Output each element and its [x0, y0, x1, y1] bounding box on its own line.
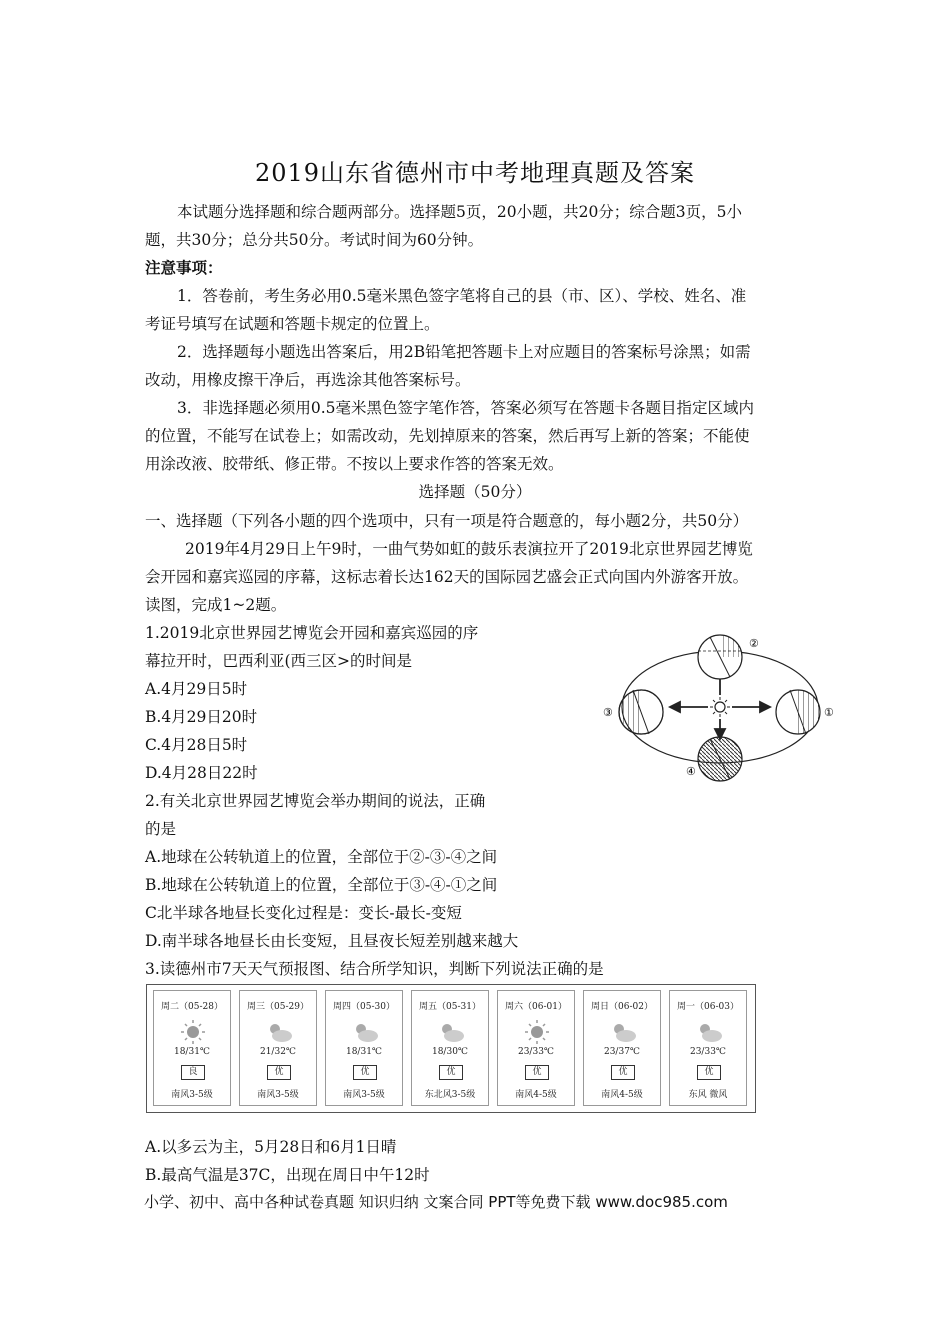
weather-wind: 南风4-5级: [601, 1090, 643, 1100]
intro-line: 题，共30分；总分共50分。考试时间为60分钟。: [145, 231, 484, 249]
weather-day: [669, 990, 747, 1106]
earth-position-2-icon: [698, 635, 742, 679]
footer-note: 小学、初中、高中各种试卷真题 知识归纳 文案合同 PPT等免费下载 www.doc985.com: [144, 1193, 728, 1211]
partly-cloudy-icon: [350, 1019, 380, 1045]
notice-line: 3．非选择题必须用0.5毫米黑色签字笔作答，答案必须写在答题卡各题目指定区域内: [177, 399, 755, 417]
weather-wind: 南风3-5级: [257, 1090, 299, 1100]
notice-line: 用涂改液、胶带纸、修正带。不按以上要求作答的答案无效。: [145, 455, 564, 473]
weather-aqi: 优: [697, 1065, 721, 1080]
section-title: 选择题（50分）: [418, 483, 532, 501]
q2-option: B.地球在公转轨道上的位置，全部位于③-④-①之间: [145, 876, 498, 894]
weather-temp: 21/32℃: [259, 1047, 296, 1057]
weather-date: 周四（05-30）: [333, 1002, 395, 1012]
notice-heading: 注意事项：: [145, 258, 223, 277]
partly-cloudy-icon: [264, 1019, 294, 1045]
page-title: 2019山东省德州市中考地理真题及答案: [254, 159, 696, 187]
q3-option: B.最高气温是37C，出现在周日中午12时: [145, 1166, 430, 1184]
weather-date: 周日（06-02）: [591, 1002, 653, 1012]
weather-aqi: 优: [611, 1065, 635, 1080]
weather-wind: 东北风3-5级: [424, 1090, 476, 1100]
weather-aqi: 优: [267, 1065, 291, 1080]
weather-wind: 南风3-5级: [171, 1090, 213, 1100]
q1-option: C.4月28日5时: [145, 736, 248, 754]
sun-icon: [522, 1019, 552, 1045]
weather-day: [153, 990, 231, 1106]
q1-option: B.4月29日20时: [145, 708, 258, 726]
q2-option: C北半球各地昼长变化过程是：变长-最长-变短: [145, 904, 462, 922]
weather-wind: 南风3-5级: [343, 1090, 385, 1100]
weather-date: 周一（06-03）: [677, 1002, 739, 1012]
weather-temp: 23/37℃: [603, 1047, 640, 1057]
orbit-label-1: ①: [824, 706, 834, 719]
q2-stem: 的是: [145, 820, 177, 838]
passage-line: 会开园和嘉宾巡园的序幕，这标志着长达162天的国际园艺盛会正式向国内外游客开放。: [145, 568, 749, 586]
q1-option: D.4月28日22时: [145, 764, 258, 782]
weather-date: 周六（06-01）: [505, 1002, 567, 1012]
q2-option: A.地球在公转轨道上的位置，全部位于②-③-④之间: [145, 848, 498, 866]
weather-day: [411, 990, 489, 1106]
earth-position-3-icon: [619, 690, 663, 734]
weather-forecast-panel: [146, 984, 756, 1113]
part-one-heading: 一、选择题（下列各小题的四个选项中，只有一项是符合题意的，每小题2分，共50分）: [145, 512, 749, 530]
weather-temp: 23/33℃: [689, 1047, 726, 1057]
notice-line: 的位置，不能写在试卷上；如需改动，先划掉原来的答案，然后再写上新的答案；不能使: [145, 427, 750, 445]
weather-aqi: 良: [181, 1065, 205, 1080]
weather-day: [497, 990, 575, 1106]
weather-aqi: 优: [353, 1065, 377, 1080]
orbit-label-2: ②: [749, 637, 759, 650]
weather-aqi: 优: [439, 1065, 463, 1080]
partly-cloudy-icon: [608, 1019, 638, 1045]
sun-icon: [710, 697, 730, 717]
weather-temp: 23/33℃: [517, 1047, 554, 1057]
earth-position-4-icon: [698, 737, 742, 781]
sun-icon: [178, 1019, 208, 1045]
weather-temp: 18/31℃: [345, 1047, 382, 1057]
q3-option: A.以多云为主，5月28日和6月1日晴: [145, 1138, 397, 1156]
notice-line: 1．答卷前，考生务必用0.5毫米黑色签字笔将自己的县（市、区）、学校、姓名、准: [177, 287, 747, 305]
weather-aqi: 优: [525, 1065, 549, 1080]
partly-cloudy-icon: [694, 1019, 724, 1045]
weather-wind: 东风 微风: [688, 1090, 728, 1100]
weather-date: 周二（05-28）: [161, 1002, 223, 1012]
intro-line: 本试题分选择题和综合题两部分。选择题5页，20小题，共20分；综合题3页，5小: [177, 203, 743, 221]
notice-line: 考证号填写在试题和答题卡规定的位置上。: [145, 315, 440, 333]
q1-stem: 幕拉开时，巴西利亚(西三区>的时间是: [145, 652, 413, 670]
weather-temp: 18/31℃: [173, 1047, 210, 1057]
passage-line: 2019年4月29日上午9时，一曲气势如虹的鼓乐表演拉开了2019北京世界园艺博览: [185, 540, 753, 558]
passage-line: 读图，完成1~2题。: [145, 596, 287, 614]
weather-day: [325, 990, 403, 1106]
partly-cloudy-icon: [436, 1019, 466, 1045]
q2-option: D.南半球各地昼长由长变短，且昼夜长短差别越来越大: [145, 932, 519, 950]
weather-temp: 18/30℃: [431, 1047, 468, 1057]
q1-stem: 1.2019北京世界园艺博览会开园和嘉宾巡园的序: [145, 624, 479, 642]
orbit-label-3: ③: [603, 706, 613, 719]
weather-day: [239, 990, 317, 1106]
weather-date: 周五（05-31）: [419, 1002, 481, 1012]
orbit-label-4: ④: [686, 765, 696, 778]
weather-date: 周三（05-29）: [247, 1002, 309, 1012]
q1-option: A.4月29日5时: [145, 680, 248, 698]
notice-line: 改动，用橡皮擦干净后，再选涂其他答案标号。: [145, 371, 471, 389]
q2-stem: 2.有关北京世界园艺博览会举办期间的说法，正确: [145, 792, 486, 810]
weather-day: [583, 990, 661, 1106]
earth-position-1-icon: [776, 690, 820, 734]
notice-line: 2．选择题每小题选出答案后，用2B铅笔把答题卡上对应题目的答案标号涂黑；如需: [177, 343, 751, 361]
q3-stem: 3.读德州市7天天气预报图、结合所学知识，判断下列说法正确的是: [145, 960, 604, 978]
weather-wind: 南风4-5级: [515, 1090, 557, 1100]
earth-orbit-diagram: [598, 623, 838, 788]
